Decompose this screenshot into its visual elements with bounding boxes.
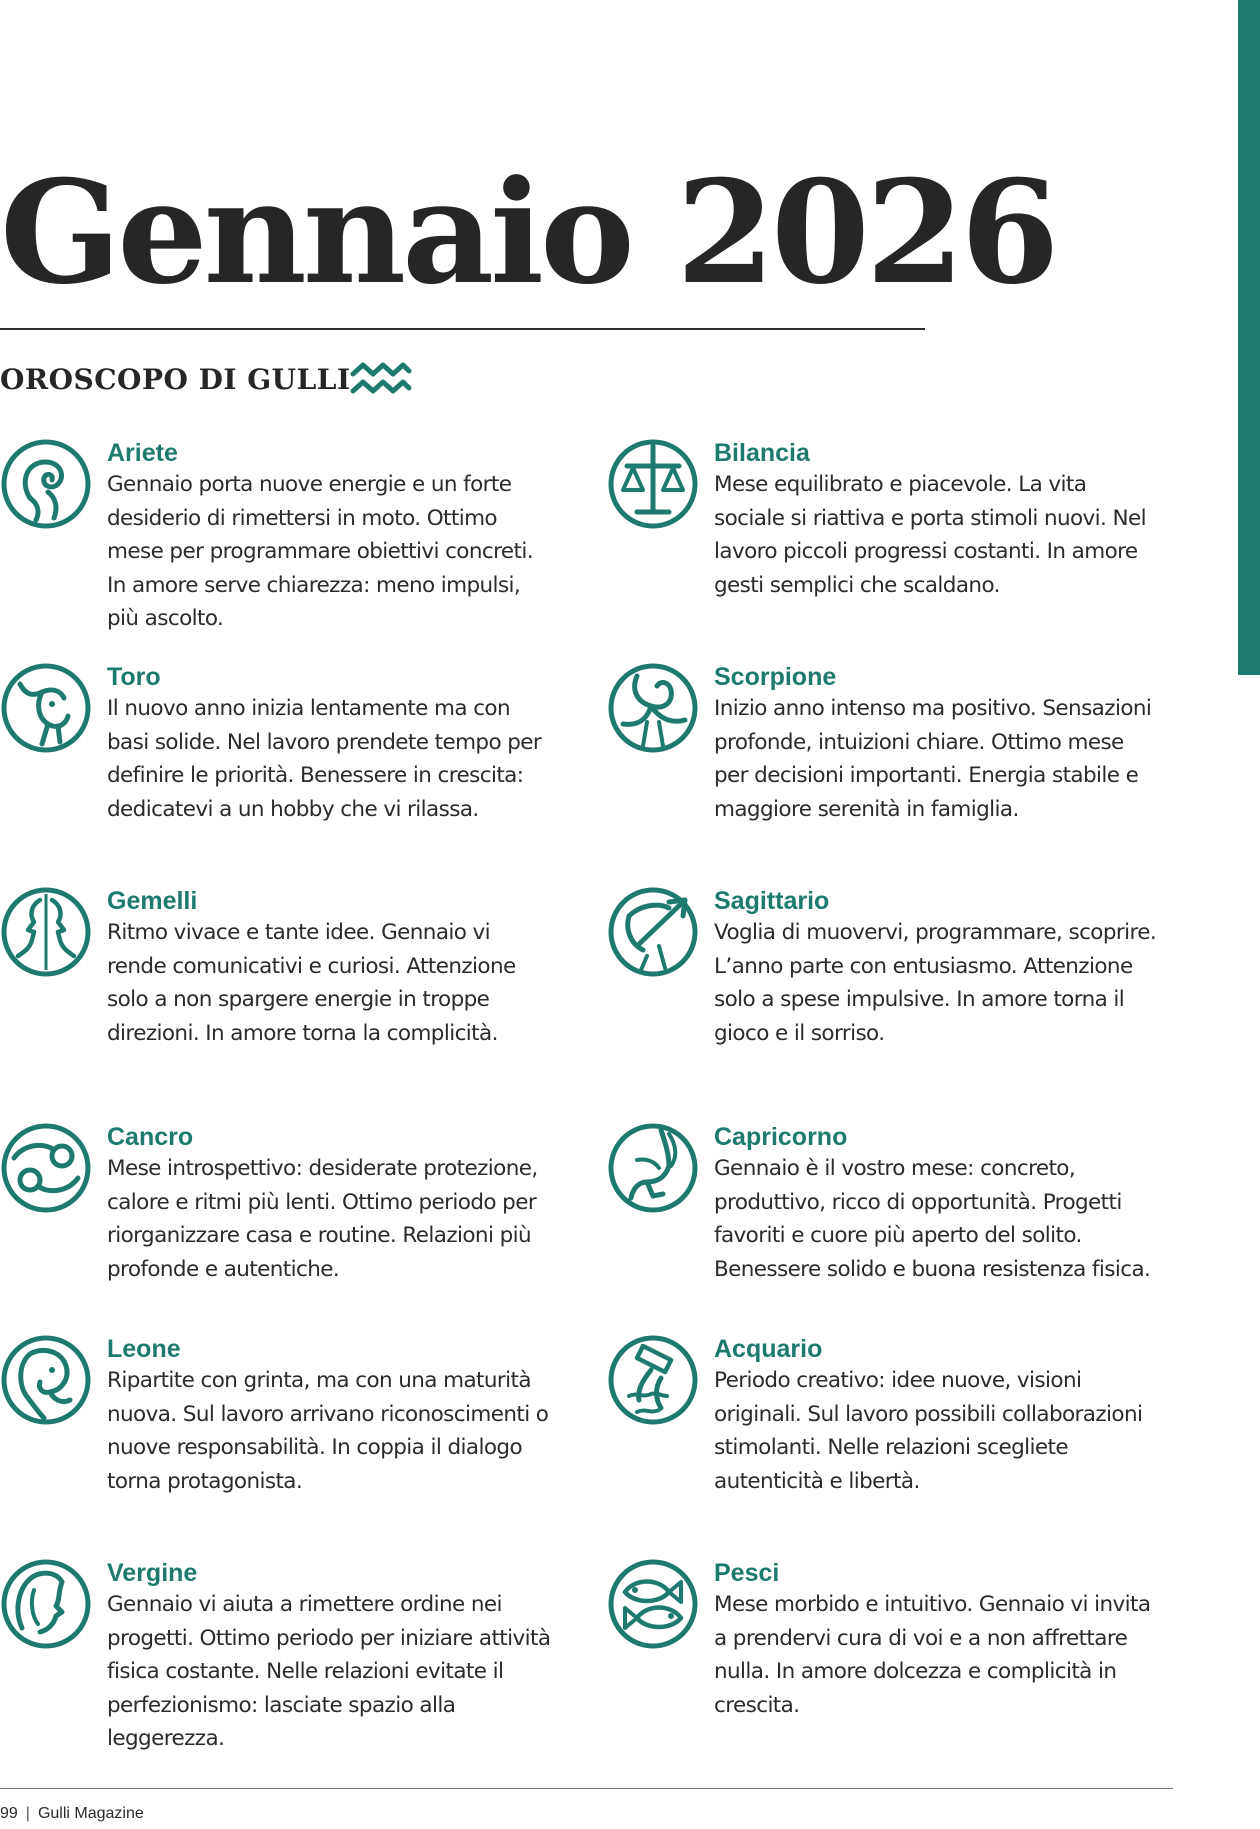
sign-text: Gennaio è il vostro mese: concreto, produttivo, ricco di opportunità. Progetti favoriti e cuore più aperto del solito. Benessere solido e buona resistenza fisica. <box>714 1156 1151 1282</box>
aquarius-waves-icon <box>350 361 412 397</box>
sign-text: Mese introspettivo: desiderate protezione, calore e ritmi più lenti. Ottimo periodo per riorganizzare casa e routine. Relazioni più profonde e autentiche. <box>107 1156 538 1282</box>
sign-name: Bilancia <box>714 439 810 467</box>
sign-name: Pesci <box>714 1559 780 1587</box>
section-subtitle: OROSCOPO DI GULLI <box>0 363 351 396</box>
title-divider <box>0 328 925 330</box>
sign-name: Capricorno <box>714 1123 848 1151</box>
taurus-icon <box>0 662 92 754</box>
capricorn-icon <box>607 1122 699 1214</box>
sign-name: Toro <box>107 663 161 691</box>
sign-text: Gennaio vi aiuta a rimettere ordine nei progetti. Ottimo periodo per iniziare attività fisica costante. Nelle relazioni evitate il perfezionismo: lasciate spazio alla leggerezza. <box>107 1592 551 1751</box>
cancer-icon <box>0 1122 92 1214</box>
sign-text: Ripartite con grinta, ma con una maturità nuova. Sul lavoro arrivano riconoscimenti o nuove responsabilità. In coppia il dialogo torna protagonista. <box>107 1368 549 1494</box>
sign-text: Mese morbido e intuitivo. Gennaio vi invita a prendervi cura di voi e a non affrettare nulla. In amore dolcezza e complicità in crescita. <box>714 1592 1151 1718</box>
sign-text: Mese equilibrato e piacevole. La vita sociale si riattiva e porta stimoli nuovi. Nel lavoro piccoli progressi costanti. In amore gesti semplici che scaldano. <box>714 472 1147 598</box>
page-title: Gennaio 2026 <box>0 150 1056 316</box>
sign-name: Vergine <box>107 1559 198 1587</box>
sign-name: Leone <box>107 1335 181 1363</box>
sign-text: Inizio anno intenso ma positivo. Sensazioni profonde, intuizioni chiare. Ottimo mese per decisioni importanti. Energia stabile e maggiore serenità in famiglia. <box>714 696 1152 822</box>
footer-separator: | <box>25 1805 30 1822</box>
libra-icon <box>607 438 699 530</box>
sign-text: Voglia di muovervi, programmare, scoprire. L’anno parte con entusiasmo. Attenzione solo a spese impulsive. In amore torna il gioco e il sorriso. <box>714 920 1157 1046</box>
sagittarius-icon <box>607 886 699 978</box>
gemini-icon <box>0 886 92 978</box>
accent-side-bar <box>1238 0 1260 675</box>
pisces-icon <box>607 1558 699 1650</box>
leo-icon <box>0 1334 92 1426</box>
sign-text: Gennaio porta nuove energie e un forte desiderio di rimettersi in moto. Ottimo mese per programmare obiettivi concreti. In amore serve chiarezza: meno impulsi, più ascolto. <box>107 472 533 631</box>
page-number: 99 <box>0 1805 18 1822</box>
sign-text: Il nuovo anno inizia lentamente ma con basi solide. Nel lavoro prendete tempo per definire le priorità. Benessere in crescita: dedicatevi a un hobby che vi rilassa. <box>107 696 542 822</box>
aries-icon <box>0 438 92 530</box>
sign-name: Cancro <box>107 1123 194 1151</box>
virgo-icon <box>0 1558 92 1650</box>
magazine-name: Gulli Magazine <box>37 1805 144 1822</box>
sign-text: Ritmo vivace e tante idee. Gennaio vi rende comunicativi e curiosi. Attenzione solo a non spargere energie in troppe direzioni. In amore torna la complicità. <box>107 920 516 1046</box>
sign-name: Gemelli <box>107 887 198 915</box>
aquarius-icon <box>607 1334 699 1426</box>
page-footer <box>0 1804 144 1824</box>
sign-text: Periodo creativo: idee nuove, visioni originali. Sul lavoro possibili collaborazioni stimolanti. Nelle relazioni scegliete autenticità e libertà. <box>714 1368 1143 1494</box>
sign-name: Ariete <box>107 439 178 467</box>
sign-name: Sagittario <box>714 887 830 915</box>
sign-name: Acquario <box>714 1335 823 1363</box>
footer-divider <box>0 1788 1173 1789</box>
sign-name: Scorpione <box>714 663 837 691</box>
scorpio-icon <box>607 662 699 754</box>
